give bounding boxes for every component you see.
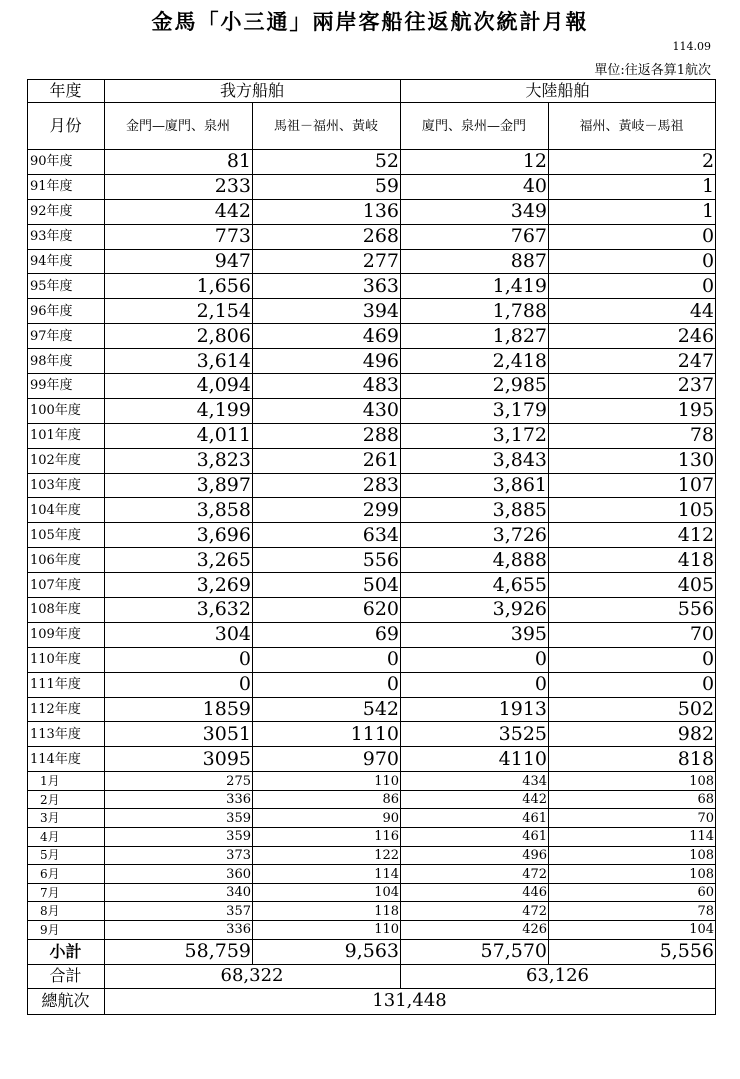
year-row — [28, 150, 716, 175]
year-row-cell: 69 — [253, 622, 401, 647]
year-row-cell: 2,418 — [401, 349, 549, 374]
month-row-cell: 442 — [401, 790, 549, 809]
year-row-label: 103年度 — [28, 473, 105, 498]
subtotal-label: 小計 — [28, 939, 105, 964]
year-row-cell: 1,827 — [401, 324, 549, 349]
month-row-cell: 104 — [549, 921, 716, 940]
month-row-cell: 86 — [253, 790, 401, 809]
month-row-label: 8月 — [28, 902, 105, 921]
year-row — [28, 274, 716, 299]
year-row-cell: 1913 — [401, 697, 549, 722]
year-row — [28, 398, 716, 423]
year-row-cell: 268 — [253, 224, 401, 249]
year-row-cell: 3,265 — [105, 548, 253, 573]
year-row-cell: 261 — [253, 448, 401, 473]
year-row-cell: 283 — [253, 473, 401, 498]
total-mainland: 63,126 — [401, 964, 716, 988]
year-row-cell: 1 — [549, 199, 716, 224]
year-row — [28, 747, 716, 772]
month-row-cell: 446 — [401, 883, 549, 902]
year-row — [28, 548, 716, 573]
column-header-xiamen-kinmen: 廈門、泉州—金門 — [401, 103, 549, 150]
year-row-cell: 502 — [549, 697, 716, 722]
year-row-cell: 12 — [401, 150, 549, 175]
month-row-cell: 461 — [401, 809, 549, 828]
month-row-cell: 90 — [253, 809, 401, 828]
year-row-cell: 947 — [105, 249, 253, 274]
year-row — [28, 598, 716, 623]
month-row-label: 9月 — [28, 921, 105, 940]
year-row-cell: 3,696 — [105, 523, 253, 548]
year-row-cell: 107 — [549, 473, 716, 498]
year-row — [28, 324, 716, 349]
year-row-cell: 52 — [253, 150, 401, 175]
year-row-label: 97年度 — [28, 324, 105, 349]
year-row — [28, 349, 716, 374]
year-row-cell: 0 — [253, 672, 401, 697]
subtotal-cell: 57,570 — [401, 939, 549, 964]
year-row-cell: 542 — [253, 697, 401, 722]
year-row-cell: 405 — [549, 573, 716, 598]
year-row-cell: 44 — [549, 299, 716, 324]
year-row-cell: 288 — [253, 423, 401, 448]
year-row-cell: 418 — [549, 548, 716, 573]
month-row-cell: 116 — [253, 828, 401, 847]
year-row-label: 94年度 — [28, 249, 105, 274]
year-row-cell: 3,885 — [401, 498, 549, 523]
year-row-label: 108年度 — [28, 598, 105, 623]
year-row-cell: 233 — [105, 174, 253, 199]
month-row — [28, 790, 716, 809]
year-row-cell: 1,419 — [401, 274, 549, 299]
year-row-cell: 982 — [549, 722, 716, 747]
month-row-label: 6月 — [28, 865, 105, 884]
year-row-cell: 3,897 — [105, 473, 253, 498]
month-row-cell: 104 — [253, 883, 401, 902]
grand-total-value: 131,448 — [105, 988, 716, 1014]
year-row-label: 93年度 — [28, 224, 105, 249]
year-row-cell: 970 — [253, 747, 401, 772]
year-row-label: 111年度 — [28, 672, 105, 697]
year-row-cell: 469 — [253, 324, 401, 349]
month-row-cell: 118 — [253, 902, 401, 921]
month-row-cell: 60 — [549, 883, 716, 902]
year-row-label: 96年度 — [28, 299, 105, 324]
month-row — [28, 902, 716, 921]
year-row — [28, 174, 716, 199]
year-row-cell: 0 — [549, 672, 716, 697]
month-header: 月份 — [28, 103, 105, 150]
year-row-cell: 105 — [549, 498, 716, 523]
year-row-cell: 195 — [549, 398, 716, 423]
year-row-label: 100年度 — [28, 398, 105, 423]
year-row-label: 112年度 — [28, 697, 105, 722]
year-row-cell: 277 — [253, 249, 401, 274]
month-row-label: 1月 — [28, 772, 105, 791]
year-row — [28, 473, 716, 498]
year-row-cell: 3,269 — [105, 573, 253, 598]
report-period: 114.09 — [672, 40, 711, 53]
month-row-label: 7月 — [28, 883, 105, 902]
year-row-cell: 40 — [401, 174, 549, 199]
month-row — [28, 883, 716, 902]
month-row-cell: 472 — [401, 865, 549, 884]
year-row-cell: 3,926 — [401, 598, 549, 623]
month-row-cell: 122 — [253, 846, 401, 865]
year-row — [28, 374, 716, 399]
month-row-cell: 357 — [105, 902, 253, 921]
year-row-label: 99年度 — [28, 374, 105, 399]
year-row-cell: 0 — [549, 224, 716, 249]
month-row-cell: 472 — [401, 902, 549, 921]
report-title: 金馬「小三通」兩岸客船往返航次統計月報 — [151, 9, 589, 34]
year-row-cell: 767 — [401, 224, 549, 249]
year-row — [28, 697, 716, 722]
year-row — [28, 573, 716, 598]
month-row-cell: 359 — [105, 828, 253, 847]
year-row-cell: 1 — [549, 174, 716, 199]
year-row — [28, 647, 716, 672]
year-row-cell: 299 — [253, 498, 401, 523]
year-row-cell: 4,199 — [105, 398, 253, 423]
year-row-cell: 3,726 — [401, 523, 549, 548]
unit-note: 單位:往返各算1航次 — [594, 63, 711, 78]
year-row — [28, 299, 716, 324]
year-row-cell: 304 — [105, 622, 253, 647]
year-row-cell: 634 — [253, 523, 401, 548]
year-row-cell: 0 — [105, 647, 253, 672]
year-header: 年度 — [28, 80, 105, 103]
year-row-label: 110年度 — [28, 647, 105, 672]
year-row-cell: 349 — [401, 199, 549, 224]
year-row-label: 104年度 — [28, 498, 105, 523]
year-row-cell: 1,656 — [105, 274, 253, 299]
year-row-label: 90年度 — [28, 150, 105, 175]
month-row — [28, 809, 716, 828]
year-row-cell: 620 — [253, 598, 401, 623]
year-row-cell: 4,011 — [105, 423, 253, 448]
year-row-cell: 0 — [549, 249, 716, 274]
subtotal-cell: 58,759 — [105, 939, 253, 964]
year-row-cell: 59 — [253, 174, 401, 199]
month-row-label: 4月 — [28, 828, 105, 847]
month-row — [28, 865, 716, 884]
month-row-cell: 68 — [549, 790, 716, 809]
month-row-cell: 426 — [401, 921, 549, 940]
year-row-cell: 3525 — [401, 722, 549, 747]
month-row-cell: 110 — [253, 772, 401, 791]
year-row-cell: 504 — [253, 573, 401, 598]
year-row-cell: 0 — [549, 274, 716, 299]
year-row-label: 102年度 — [28, 448, 105, 473]
grand-total-label: 總航次 — [28, 988, 105, 1014]
year-row-cell: 483 — [253, 374, 401, 399]
year-row-label: 91年度 — [28, 174, 105, 199]
year-row — [28, 523, 716, 548]
total-taiwan: 68,322 — [105, 964, 401, 988]
month-row-cell: 78 — [549, 902, 716, 921]
year-row-cell: 2,154 — [105, 299, 253, 324]
month-row — [28, 772, 716, 791]
year-row-cell: 0 — [401, 647, 549, 672]
subtotal-cell: 5,556 — [549, 939, 716, 964]
month-row — [28, 921, 716, 940]
year-row-cell: 395 — [401, 622, 549, 647]
year-row-cell: 4,655 — [401, 573, 549, 598]
year-row-cell: 3051 — [105, 722, 253, 747]
month-row-cell: 360 — [105, 865, 253, 884]
table-body — [28, 150, 716, 940]
year-row — [28, 622, 716, 647]
total-label: 合計 — [28, 964, 105, 988]
year-row-label: 98年度 — [28, 349, 105, 374]
year-row-cell: 394 — [253, 299, 401, 324]
year-row — [28, 249, 716, 274]
year-row-label: 106年度 — [28, 548, 105, 573]
month-row-label: 3月 — [28, 809, 105, 828]
year-row-cell: 3,861 — [401, 473, 549, 498]
year-row — [28, 672, 716, 697]
month-row-cell: 108 — [549, 865, 716, 884]
year-row-label: 109年度 — [28, 622, 105, 647]
month-row-cell: 108 — [549, 846, 716, 865]
year-row-cell: 2 — [549, 150, 716, 175]
year-row-cell: 3,843 — [401, 448, 549, 473]
month-row-label: 5月 — [28, 846, 105, 865]
group-header-mainland: 大陸船舶 — [401, 80, 716, 103]
year-row — [28, 722, 716, 747]
month-row — [28, 828, 716, 847]
month-row-cell: 461 — [401, 828, 549, 847]
year-row-cell: 4,094 — [105, 374, 253, 399]
year-row — [28, 448, 716, 473]
year-row-cell: 3,632 — [105, 598, 253, 623]
year-row-cell: 4,888 — [401, 548, 549, 573]
year-row-cell: 2,985 — [401, 374, 549, 399]
column-header-matsu-fuzhou: 馬祖－福州、黃岐 — [253, 103, 401, 150]
year-row-cell: 2,806 — [105, 324, 253, 349]
month-row-cell: 496 — [401, 846, 549, 865]
month-row — [28, 846, 716, 865]
year-row-cell: 237 — [549, 374, 716, 399]
month-row-cell: 336 — [105, 921, 253, 940]
year-row-label: 95年度 — [28, 274, 105, 299]
year-row-cell: 363 — [253, 274, 401, 299]
year-row-cell: 0 — [253, 647, 401, 672]
statistics-table — [27, 79, 716, 1015]
year-row-cell: 412 — [549, 523, 716, 548]
year-row-cell: 3,179 — [401, 398, 549, 423]
year-row — [28, 423, 716, 448]
month-row-cell: 373 — [105, 846, 253, 865]
month-row-cell: 114 — [253, 865, 401, 884]
subtotal-cell: 9,563 — [253, 939, 401, 964]
year-row-cell: 130 — [549, 448, 716, 473]
year-row-label: 105年度 — [28, 523, 105, 548]
year-row-cell: 3,172 — [401, 423, 549, 448]
year-row-cell: 136 — [253, 199, 401, 224]
year-row-cell: 3,614 — [105, 349, 253, 374]
month-row-cell: 340 — [105, 883, 253, 902]
year-row-cell: 0 — [401, 672, 549, 697]
year-row-cell: 0 — [549, 647, 716, 672]
month-row-cell: 108 — [549, 772, 716, 791]
year-row-cell: 0 — [105, 672, 253, 697]
year-row-cell: 773 — [105, 224, 253, 249]
month-row-cell: 275 — [105, 772, 253, 791]
year-row-cell: 556 — [253, 548, 401, 573]
year-row-label: 113年度 — [28, 722, 105, 747]
year-row-cell: 430 — [253, 398, 401, 423]
year-row-cell: 4110 — [401, 747, 549, 772]
year-row-cell: 887 — [401, 249, 549, 274]
year-row — [28, 498, 716, 523]
year-row-cell: 3,823 — [105, 448, 253, 473]
month-row-cell: 359 — [105, 809, 253, 828]
year-row-cell: 70 — [549, 622, 716, 647]
year-row-cell: 818 — [549, 747, 716, 772]
year-row-cell: 247 — [549, 349, 716, 374]
month-row-cell: 110 — [253, 921, 401, 940]
year-row-cell: 1,788 — [401, 299, 549, 324]
month-row-cell: 70 — [549, 809, 716, 828]
year-row-cell: 81 — [105, 150, 253, 175]
year-row-cell: 3095 — [105, 747, 253, 772]
grand-total-row — [28, 988, 716, 1014]
year-row-label: 107年度 — [28, 573, 105, 598]
column-header-fuzhou-matsu: 福州、黃岐－馬祖 — [549, 103, 716, 150]
year-row — [28, 199, 716, 224]
month-row-cell: 434 — [401, 772, 549, 791]
year-row-cell: 246 — [549, 324, 716, 349]
column-header-kinmen-xiamen: 金門—廈門、泉州 — [105, 103, 253, 150]
year-row-label: 101年度 — [28, 423, 105, 448]
year-row-label: 92年度 — [28, 199, 105, 224]
month-row-label: 2月 — [28, 790, 105, 809]
subtotal-row — [28, 939, 716, 964]
year-row-cell: 556 — [549, 598, 716, 623]
year-row-cell: 1110 — [253, 722, 401, 747]
year-row — [28, 224, 716, 249]
group-header-taiwan: 我方船舶 — [105, 80, 401, 103]
month-row-cell: 114 — [549, 828, 716, 847]
year-row-cell: 3,858 — [105, 498, 253, 523]
total-row — [28, 964, 716, 988]
month-row-cell: 336 — [105, 790, 253, 809]
year-row-cell: 496 — [253, 349, 401, 374]
year-row-label: 114年度 — [28, 747, 105, 772]
year-row-cell: 442 — [105, 199, 253, 224]
year-row-cell: 78 — [549, 423, 716, 448]
year-row-cell: 1859 — [105, 697, 253, 722]
